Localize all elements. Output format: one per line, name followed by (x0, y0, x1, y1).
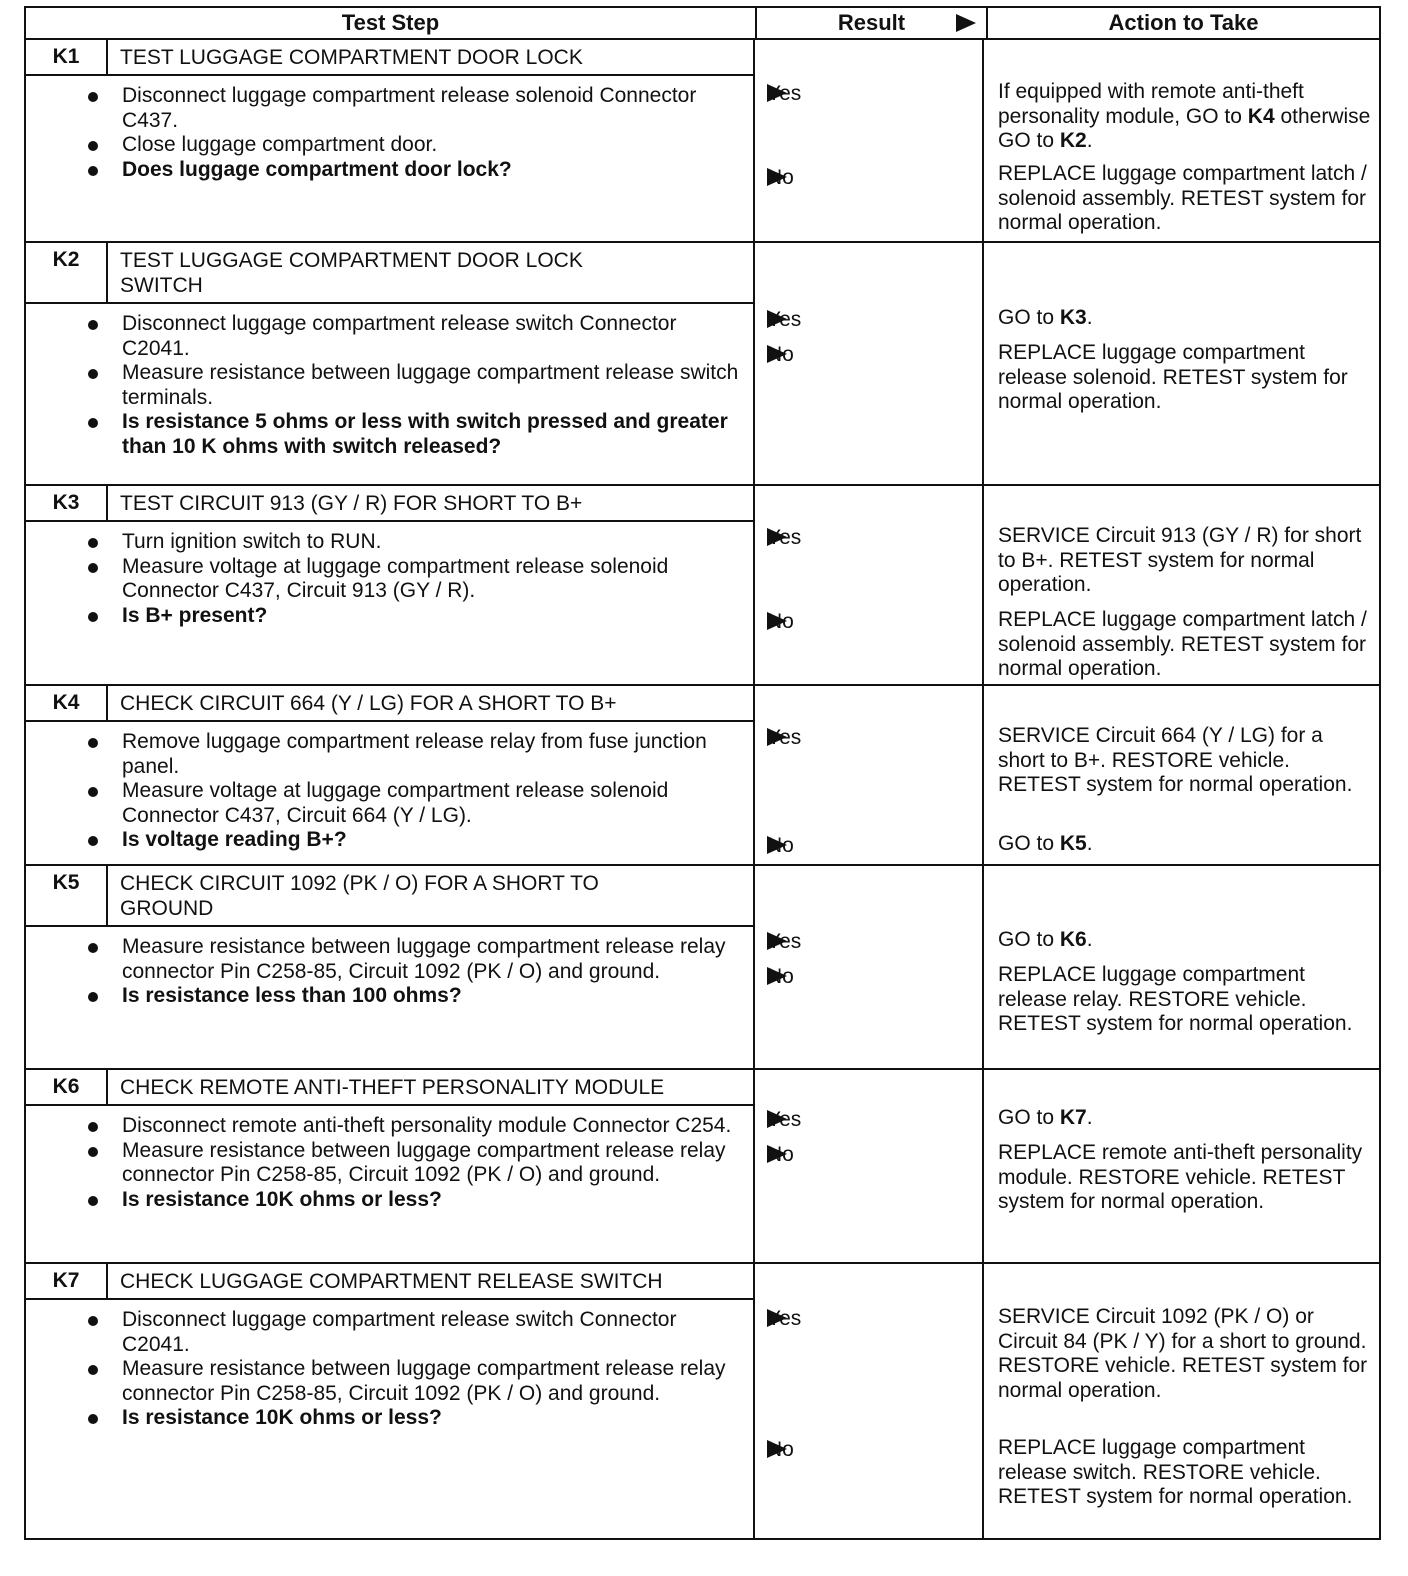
arrow-right-icon (767, 1110, 787, 1128)
bullet-question: Is B+ present? (122, 604, 743, 629)
step-k7 (24, 1264, 1381, 1540)
bullet-list (26, 722, 753, 857)
step-title: CHECK LUGGAGE COMPARTMENT RELEASE SWITCH (120, 1270, 663, 1293)
result-label: No (767, 343, 794, 366)
bullet-question: Is resistance 10K ohms or less? (122, 1406, 743, 1431)
result-row (755, 82, 982, 106)
result-row (755, 930, 982, 954)
action-text-part: . (1086, 306, 1093, 329)
bullet-item: Remove luggage compartment release relay from fuse junction panel. (122, 730, 743, 779)
bullet-item: Measure voltage at luggage compartment release solenoid Connector C437, Circuit 664 (Y / LG). (122, 779, 743, 828)
bullet-list (26, 522, 753, 632)
action-text: SERVICE Circuit 664 (Y / LG) for a short to B+. RESTORE vehicle. RETEST system for normal operation. (998, 724, 1353, 796)
arrow-right-icon (767, 168, 787, 186)
result-row (755, 166, 982, 190)
step-k5 (24, 866, 1381, 1070)
step-title: CHECK CIRCUIT 664 (Y / LG) FOR A SHORT TO B+ (120, 692, 617, 715)
step-reference: K4 (1247, 104, 1275, 128)
step-k6 (24, 1070, 1381, 1264)
arrow-right-icon (767, 967, 787, 985)
result-label: No (767, 610, 794, 633)
header-result (757, 8, 988, 38)
test-step-cell (26, 40, 755, 241)
step-reference: K7 (1059, 1106, 1087, 1129)
result-label: Yes (767, 930, 802, 953)
step-title-bar (26, 866, 753, 927)
step-title-bar (26, 1264, 753, 1300)
step-reference: K5 (1059, 832, 1087, 855)
action-text: SERVICE Circuit 1092 (PK / O) or Circuit 84 (PK / Y) for a short to ground. RESTORE vehicle. RETEST system for normal operation. (998, 1305, 1368, 1402)
action-text-part: otherwise GO to (998, 104, 1371, 152)
arrow-right-icon (767, 1145, 787, 1163)
action-text (998, 1106, 1373, 1131)
result-row (755, 965, 982, 989)
step-title-bar (26, 686, 753, 722)
step-id: K1 (26, 40, 108, 74)
bullet-list (26, 304, 753, 463)
bullet-question: Does luggage compartment door lock? (122, 158, 743, 183)
bullet-list (26, 76, 753, 186)
action-text-part: . (1086, 129, 1093, 152)
arrow-right-icon (767, 528, 787, 546)
test-step-cell (26, 686, 755, 864)
result-label: Yes (767, 82, 802, 105)
action-text: REPLACE luggage compartment release relay. RESTORE vehicle. RETEST system for normal operation. (998, 963, 1353, 1035)
test-step-cell (26, 1264, 755, 1538)
action-text-part: . (1086, 1106, 1093, 1129)
step-title: TEST LUGGAGE COMPARTMENT DOOR LOCK SWITCH (120, 249, 583, 297)
bullet-item: Disconnect luggage compartment release switch Connector C2041. (122, 1308, 743, 1357)
result-label: No (767, 834, 794, 857)
action-text-part: If equipped with remote anti-theft personality module, GO to (998, 80, 1304, 128)
step-k3 (24, 486, 1381, 686)
step-id: K5 (26, 866, 108, 925)
action-text (998, 832, 1373, 857)
result-label: No (767, 1143, 794, 1166)
action-text: REPLACE luggage compartment latch / solenoid assembly. RETEST system for normal operation. (998, 162, 1367, 234)
action-text-part: GO to (998, 1106, 1060, 1129)
step-k1 (24, 40, 1381, 243)
action-text (998, 80, 1373, 154)
action-text: REPLACE remote anti-theft personality module. RESTORE vehicle. RETEST system for normal operation. (998, 1141, 1363, 1213)
bullet-question: Is resistance 10K ohms or less? (122, 1188, 743, 1213)
bullet-item: Measure resistance between luggage compartment release switch terminals. (122, 361, 743, 410)
bullet-item: Measure resistance between luggage compartment release relay connector Pin C258-85, Circuit 1092 (PK / O) and ground. (122, 1357, 743, 1406)
result-label: Yes (767, 726, 802, 749)
step-title-bar (26, 243, 753, 304)
arrow-right-icon (767, 612, 787, 630)
bullet-question: Is resistance 5 ohms or less with switch pressed and greater than 10 K ohms with switch released? (122, 410, 743, 459)
result-label: Yes (767, 526, 802, 549)
result-label: No (767, 1438, 794, 1461)
header-test-step: Test Step (26, 8, 757, 38)
action-cell (984, 486, 1379, 684)
result-label: No (767, 166, 794, 189)
bullet-item: Measure voltage at luggage compartment release solenoid Connector C437, Circuit 913 (GY / R). (122, 555, 743, 604)
action-cell (984, 866, 1379, 1068)
bullet-item: Close luggage compartment door. (122, 133, 743, 158)
arrow-right-icon (767, 1309, 787, 1327)
bullet-item: Disconnect luggage compartment release solenoid Connector C437. (122, 84, 743, 133)
bullet-item: Measure resistance between luggage compartment release relay connector Pin C258-85, Circuit 1092 (PK / O) and ground. (122, 1139, 743, 1188)
test-step-cell (26, 866, 755, 1068)
arrow-right-icon (767, 728, 787, 746)
action-cell (984, 686, 1379, 864)
step-title-bar (26, 486, 753, 522)
result-row (755, 1143, 982, 1167)
result-row (755, 343, 982, 367)
result-row (755, 1307, 982, 1331)
arrow-right-icon (767, 836, 787, 854)
action-text: REPLACE luggage compartment latch / solenoid assembly. RETEST system for normal operation. (998, 608, 1367, 680)
action-text-part: GO to (998, 928, 1060, 951)
header-result-label: Result (837, 10, 906, 35)
test-step-cell (26, 486, 755, 684)
action-text-part: . (1086, 832, 1093, 855)
step-reference: K2 (1059, 129, 1087, 152)
result-label: Yes (767, 1307, 802, 1330)
result-label: Yes (767, 1108, 802, 1131)
test-step-cell (26, 243, 755, 484)
step-title: CHECK CIRCUIT 1092 (PK / O) FOR A SHORT TO GROUND (120, 872, 599, 920)
bullet-question: Is voltage reading B+? (122, 828, 743, 853)
diagnostic-table (24, 6, 1381, 1540)
action-cell (984, 1264, 1379, 1538)
result-cell (755, 1264, 984, 1538)
action-text: SERVICE Circuit 913 (GY / R) for short to B+. RETEST system for normal operation. (998, 524, 1362, 596)
result-cell (755, 686, 984, 864)
result-row (755, 1108, 982, 1132)
result-row (755, 726, 982, 750)
step-id: K6 (26, 1070, 108, 1104)
step-reference: K3 (1059, 306, 1087, 329)
result-label: No (767, 965, 794, 988)
action-text (998, 928, 1373, 953)
action-text (998, 306, 1373, 331)
step-id: K3 (26, 486, 108, 520)
arrow-right-icon (767, 84, 787, 102)
step-id: K7 (26, 1264, 108, 1298)
result-row (755, 610, 982, 634)
bullet-item: Turn ignition switch to RUN. (122, 530, 743, 555)
arrow-right-icon (956, 14, 976, 32)
step-reference: K6 (1059, 928, 1087, 951)
step-id: K2 (26, 243, 108, 302)
result-cell (755, 1070, 984, 1262)
result-row (755, 1438, 982, 1462)
bullet-question: Is resistance less than 100 ohms? (122, 984, 743, 1009)
action-text: REPLACE luggage compartment release solenoid. RETEST system for normal operation. (998, 341, 1348, 413)
arrow-right-icon (767, 1440, 787, 1458)
test-step-cell (26, 1070, 755, 1262)
bullet-list (26, 927, 753, 1013)
step-title: TEST LUGGAGE COMPARTMENT DOOR LOCK (120, 46, 583, 69)
step-title: TEST CIRCUIT 913 (GY / R) FOR SHORT TO B+ (120, 492, 583, 515)
table-header (24, 6, 1381, 40)
step-title-bar (26, 40, 753, 76)
header-action: Action to Take (1108, 10, 1259, 35)
result-label: Yes (767, 308, 802, 331)
step-title-bar (26, 1070, 753, 1106)
bullet-list (26, 1106, 753, 1216)
result-cell (755, 40, 984, 241)
action-text-part: GO to (998, 832, 1060, 855)
action-cell (984, 1070, 1379, 1262)
action-text-part: . (1086, 928, 1093, 951)
step-k4 (24, 686, 1381, 866)
result-cell (755, 866, 984, 1068)
bullet-list (26, 1300, 753, 1435)
step-id: K4 (26, 686, 108, 720)
step-k2 (24, 243, 1381, 486)
bullet-item: Disconnect remote anti-theft personality module Connector C254. (122, 1114, 743, 1139)
step-title: CHECK REMOTE ANTI-THEFT PERSONALITY MODULE (120, 1076, 665, 1099)
result-row (755, 834, 982, 858)
arrow-right-icon (767, 310, 787, 328)
action-text-part: GO to (998, 306, 1060, 329)
arrow-right-icon (767, 345, 787, 363)
action-text: REPLACE luggage compartment release switch. RESTORE vehicle. RETEST system for normal operation. (998, 1436, 1353, 1508)
result-row (755, 308, 982, 332)
bullet-item: Measure resistance between luggage compartment release relay connector Pin C258-85, Circuit 1092 (PK / O) and ground. (122, 935, 743, 984)
result-row (755, 526, 982, 550)
result-cell (755, 243, 984, 484)
action-cell (984, 243, 1379, 484)
result-cell (755, 486, 984, 684)
action-cell (984, 40, 1379, 241)
bullet-item: Disconnect luggage compartment release switch Connector C2041. (122, 312, 743, 361)
arrow-right-icon (767, 932, 787, 950)
